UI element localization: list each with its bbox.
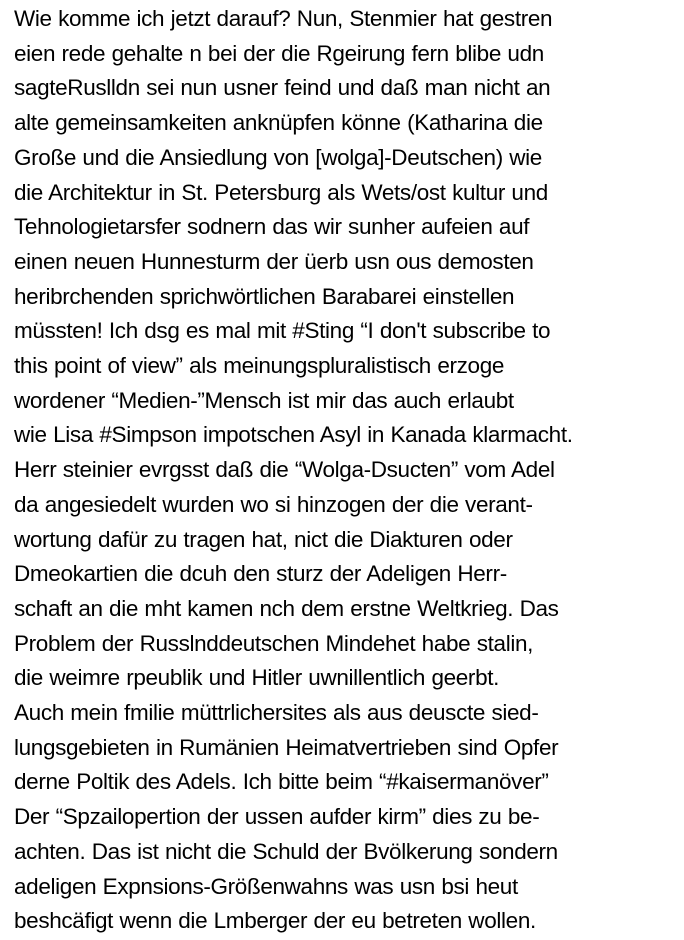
text-line: einen neuen Hunnesturm der üerb usn ous demosten xyxy=(14,248,534,274)
text-line: adeligen Expnsions-Größenwahns was usn bsi heut xyxy=(14,873,518,899)
text-line: Problem der Russlnddeutschen Mindehet habe stalin, xyxy=(14,630,534,656)
text-line: die weimre rpeublik und Hitler uwnillentlich geerbt. xyxy=(14,665,500,691)
text-line: müssten! Ich dsg es mal mit #Sting “I don't subscribe to xyxy=(14,318,551,344)
text-line: Große und die Ansiedlung von [wolga]-Deutschen) wie xyxy=(14,144,542,170)
text-line: schaft an die mht kamen nch dem erstne Weltkrieg. Das xyxy=(14,595,559,621)
text-line: Tehnologietarsfer sodnern das wir sunher aufeien auf xyxy=(14,214,530,240)
text-line: wie Lisa #Simpson impotschen Asyl in Kanada klarmacht. xyxy=(14,422,573,448)
text-line: achten. Das ist nicht die Schuld der Bvölkerung sondern xyxy=(14,838,558,864)
text-line: Auch mein fmilie müttrlichersites als aus deuscte sied- xyxy=(14,700,539,726)
text-line: Dmeokartien die dcuh den sturz der Adeligen Herr- xyxy=(14,561,507,587)
text-line: die Architektur in St. Petersburg als Wets/ost kultur und xyxy=(14,179,548,205)
text-line: this point of view” als meinungspluralistisch erzoge xyxy=(14,353,505,379)
text-line: Der “Spzailopertion der ussen aufder kirm” dies zu be- xyxy=(14,804,540,830)
text-line: heribrchenden sprichwörtlichen Barabarei einstellen xyxy=(14,283,515,309)
text-line: sagteRuslldn sei nun usner feind und daß man nicht an xyxy=(14,75,551,101)
text-line: alte gemeinsamkeiten anknüpfen könne (Katharina die xyxy=(14,110,543,136)
text-line: wordener “Medien-”Mensch ist mir das auch erlaubt xyxy=(14,387,514,413)
text-line: da angesiedelt wurden wo si hinzogen der die verant- xyxy=(14,491,533,517)
text-line: eien rede gehalte n bei der die Rgeirung fern blibe udn xyxy=(14,40,544,66)
text-line: Wie komme ich jetzt darauf? Nun, Stenmier hat gestren xyxy=(14,6,553,31)
body-text xyxy=(14,2,678,939)
text-line: derne Poltik des Adels. Ich bitte beim “#kaisermanöver” xyxy=(14,769,549,795)
text-line: Herr steinier evrgsst daß die “Wolga-Dsucten” vom Adel xyxy=(14,457,555,483)
text-line: beshcäfigt wenn die Lmberger der eu betreten wollen. xyxy=(14,908,536,934)
text-line: lungsgebieten in Rumänien Heimatvertrieben sind Opfer xyxy=(14,734,559,760)
text-line: wortung dafür zu tragen hat, nict die Diakturen oder xyxy=(14,526,513,552)
